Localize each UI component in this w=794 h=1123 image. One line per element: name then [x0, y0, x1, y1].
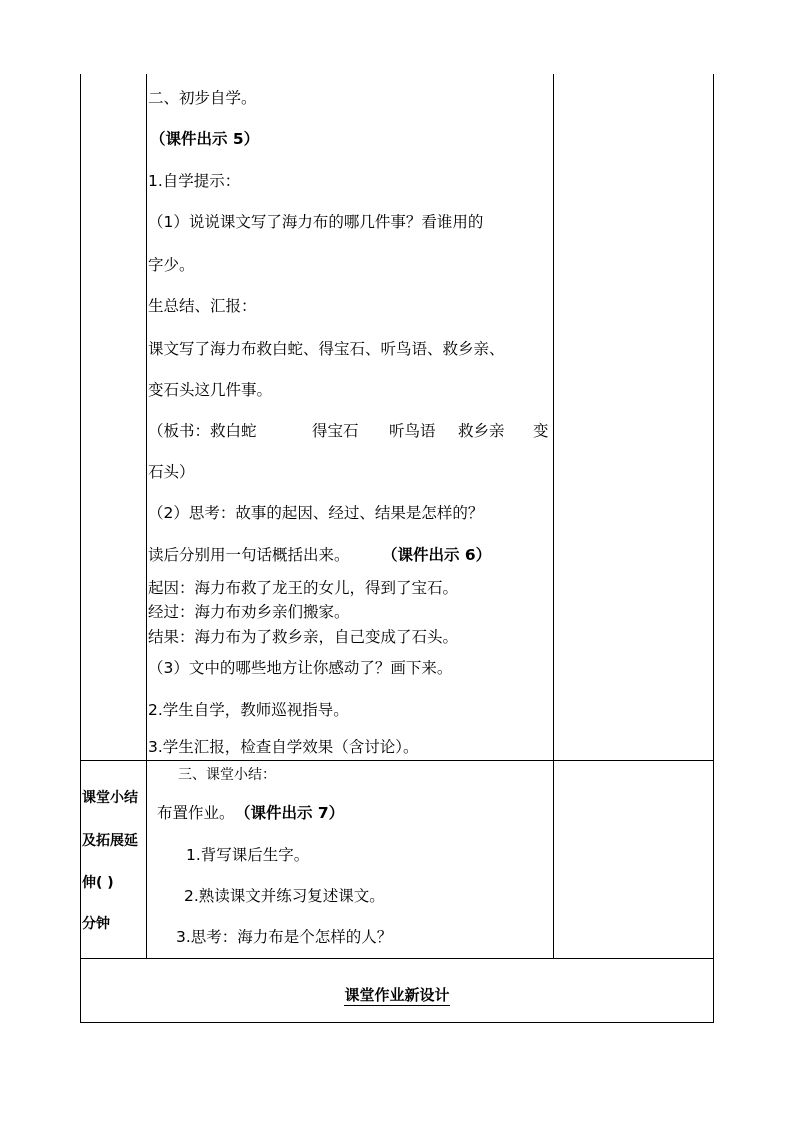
text-line: 石头）: [148, 463, 195, 481]
summary-line: 3.思考：海力布是个怎样的人？: [176, 928, 393, 946]
summary-label-line: 伸( ): [82, 875, 114, 891]
summary-label-line: 分钟: [82, 916, 110, 932]
text-line: 起因：海力布救了龙王的女儿，得到了宝石。: [148, 579, 459, 597]
text-line: （1）说说课文写了海力布的哪几件事？看谁用的: [148, 213, 484, 231]
table-divider-label: [146, 74, 147, 958]
text-line: 课文写了海力布救白蛇、得宝石、听鸟语、救乡亲、: [148, 340, 505, 358]
board-item: 变: [533, 422, 549, 440]
table-border-left: [80, 74, 81, 1023]
text-line: （3）文中的哪些地方让你感动了？画下来。: [148, 659, 453, 677]
summary-line: 布置作业。: [157, 804, 235, 822]
summary-label-line: 课堂小结: [82, 790, 138, 806]
text-line: 2.学生自学，教师巡视指导。: [148, 701, 349, 719]
table-row-divider-2: [80, 958, 714, 959]
courseware-note: （课件出示 5）: [150, 130, 260, 148]
text-line: 生总结、汇报：: [148, 297, 257, 315]
board-note-start: （板书：救白蛇: [148, 422, 257, 440]
text-line: （2）思考：故事的起因、经过、结果是怎样的？: [148, 504, 484, 522]
text-line: 读后分别用一句话概括出来。: [148, 546, 350, 564]
board-item: 救乡亲: [458, 422, 505, 440]
table-row-divider-1: [80, 760, 714, 761]
text-line: 结果：海力布为了救乡亲，自己变成了石头。: [148, 628, 459, 646]
section-heading: 二、初步自学。: [148, 89, 257, 107]
table-divider-notes: [553, 74, 554, 958]
summary-line: 1.背写课后生字。: [186, 846, 310, 864]
text-line: 经过：海力布劝乡亲们搬家。: [148, 603, 350, 621]
board-item: 听鸟语: [389, 422, 436, 440]
homework-design-title-text: 课堂作业新设计: [344, 986, 450, 1004]
board-item: 得宝石: [312, 422, 359, 440]
text-line: 3.学生汇报，检查自学效果（含讨论）。: [148, 738, 419, 756]
table-border-bottom: [80, 1022, 714, 1023]
summary-label-line: 及拓展延: [82, 833, 138, 849]
courseware-note: （课件出示 7）: [235, 804, 345, 822]
summary-heading: 三、课堂小结：: [178, 767, 276, 783]
text-line: 字少。: [148, 256, 195, 274]
table-border-right: [713, 74, 714, 1023]
summary-line: 2.熟读课文并练习复述课文。: [184, 887, 385, 905]
homework-design-title: [80, 984, 714, 1005]
text-line: 变石头这几件事。: [148, 381, 273, 399]
text-line: 1.自学提示：: [148, 172, 241, 190]
courseware-note: （课件出示 6）: [382, 546, 492, 564]
